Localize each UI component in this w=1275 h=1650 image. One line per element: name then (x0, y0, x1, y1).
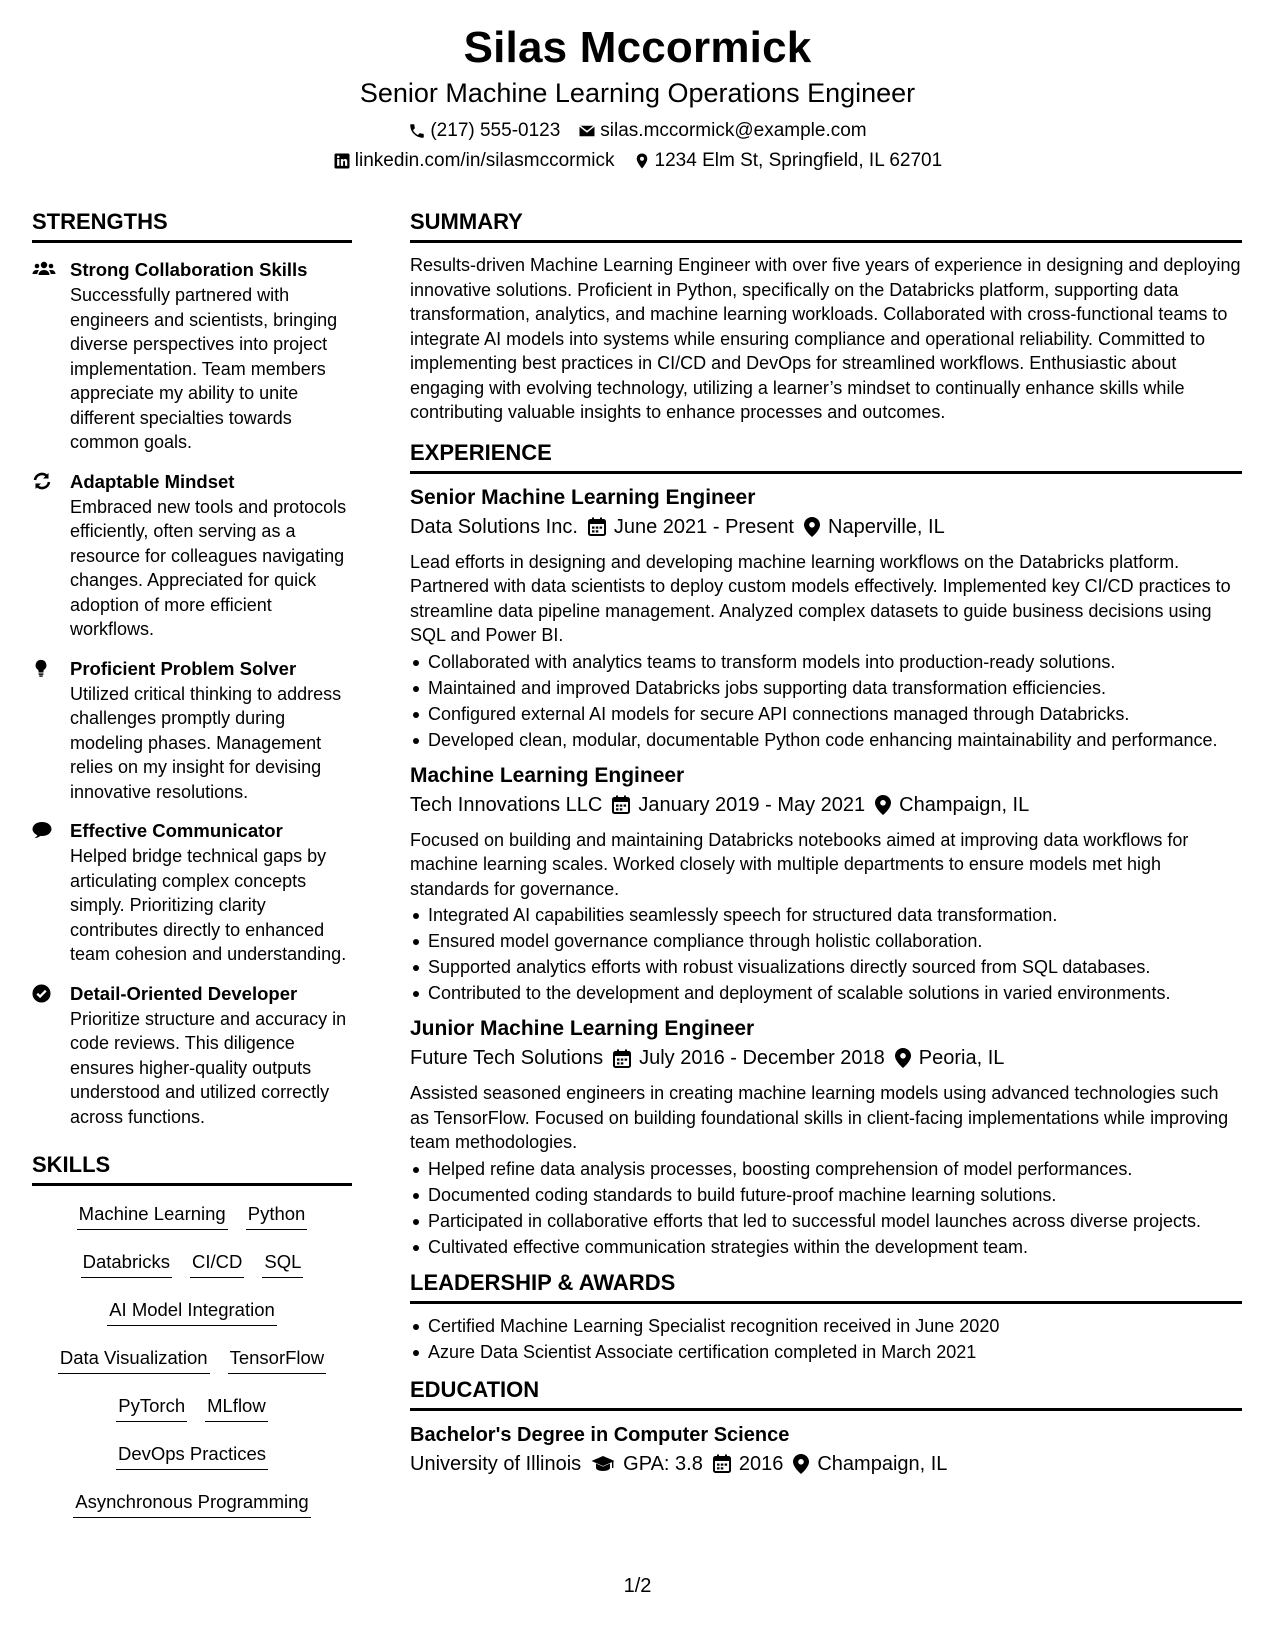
map-pin-icon (875, 795, 891, 815)
linkedin-contact[interactable] (333, 148, 615, 174)
skills-row (32, 1394, 352, 1422)
bullet-item: Helped refine data analysis processes, boosting comprehension of model performances. (410, 1157, 1242, 1181)
strength-desc: Prioritize structure and accuracy in code reviews. This diligence ensures higher-quality outputs understood and utilized correctly across functions. (70, 1008, 347, 1127)
strength-item (32, 656, 352, 805)
bullet-item: Participated in collaborative efforts that led to successful model launches across diverse projects. (410, 1209, 1242, 1233)
phone-icon (408, 122, 426, 140)
strength-item (32, 257, 352, 455)
bullet-item: Documented coding standards to build future-proof machine learning solutions. (410, 1183, 1242, 1207)
contact-row-2 (0, 148, 1275, 174)
address-text: 1234 Elm St, Springfield, IL 62701 (654, 150, 943, 171)
job-title: Senior Machine Learning Engineer (410, 485, 756, 509)
company-name: Tech Innovations LLC (410, 793, 603, 816)
phone-text: (217) 555-0123 (430, 120, 561, 141)
summary-text: Results-driven Machine Learning Engineer with over five years of experience in designing and deploying innovative solutions. Proficient in Python, specifically on the Databricks platform, supporting data transformation, analytics, and machine learning workloads. Collaborated with cross-functional teams to integrate AI models into systems while ensuring compliance and operational reliability. Committed to implementing best practices in CI/CD and DevOps for streamlined workflows. Enthusiastic about engaging with evolving technology, utilizing a learner’s mindset to continually enhance skills while contributing valuable insights to enhance processes and outcomes. (410, 255, 1241, 422)
job-description: Lead efforts in designing and developing machine learning workflows on the Databricks platform. Partnered with data scientists to deploy custom models effectively. Implemented key CI/CD practices to streamline data pipeline management. Analyzed complex datasets to guide business decisions using SQL and Power BI. (410, 551, 1231, 645)
skill-tag: PyTorch (116, 1394, 187, 1422)
skill-tag: DevOps Practices (116, 1442, 268, 1470)
job-dates: January 2019 - May 2021 (638, 793, 866, 816)
strengths-heading: STRENGTHS (32, 208, 352, 243)
job-bullets (410, 903, 1242, 1005)
map-pin-icon (793, 1454, 809, 1474)
calendar-icon (588, 517, 606, 536)
experience-heading: EXPERIENCE (410, 439, 1242, 474)
skill-tag: TensorFlow (228, 1346, 327, 1374)
strength-desc: Embraced new tools and protocols efficiently, often serving as a resource for colleagues navigating changes. Appreciated for quick adoption of more efficient workflows. (70, 496, 347, 639)
company-name: Data Solutions Inc. (410, 515, 578, 538)
job-location: Champaign, IL (899, 793, 1030, 816)
strength-desc: Utilized critical thinking to address challenges promptly during modeling phases. Management relies on my insight for devising innovative resolutions. (70, 683, 342, 802)
skill-tag: CI/CD (190, 1250, 244, 1278)
job-description: Focused on building and maintaining Databricks notebooks aimed at improving data workflows for machine learning scales. Worked closely with multiple departments to ensure models met high standards for governance. (410, 829, 1189, 899)
bullet-item: Cultivated effective communication strategies within the development team. (410, 1235, 1242, 1259)
job-meta (410, 1043, 1242, 1073)
leadership-list (410, 1314, 1242, 1364)
skill-tag: AI Model Integration (107, 1298, 277, 1326)
summary-heading: SUMMARY (410, 208, 1242, 243)
skill-tag: MLflow (205, 1394, 268, 1422)
strength-item (32, 981, 352, 1130)
skills-list (32, 1202, 352, 1518)
school-name: University of Illinois (410, 1452, 582, 1475)
candidate-name: Silas Mccormick (463, 23, 812, 72)
skills-row (32, 1250, 352, 1278)
bullet-item: Maintained and improved Databricks jobs supporting data transformation efficiencies. (410, 676, 1242, 700)
company-name: Future Tech Solutions (410, 1047, 604, 1069)
job-meta (410, 790, 1242, 820)
skill-tag: Machine Learning (77, 1202, 228, 1230)
strength-item (32, 818, 352, 967)
skills-heading: SKILLS (32, 1151, 352, 1186)
users-icon (32, 260, 56, 278)
candidate-title: Senior Machine Learning Operations Engineer (359, 78, 916, 108)
job-entry (410, 1015, 1242, 1259)
strengths-list (32, 257, 352, 1129)
main-column (410, 208, 1242, 1479)
skill-tag: Python (246, 1202, 308, 1230)
skills-row (32, 1202, 352, 1230)
bullet-item: Configured external AI models for secure API connections managed through Databricks. (410, 702, 1242, 726)
resume-header (0, 20, 1275, 174)
graduation-cap-icon (591, 1455, 615, 1473)
strength-title: Proficient Problem Solver (70, 657, 297, 679)
job-bullets (410, 650, 1242, 752)
strength-title: Strong Collaboration Skills (70, 259, 308, 280)
calendar-icon (612, 795, 630, 814)
strength-desc: Helped bridge technical gaps by articulating complex concepts simply. Prioritizing clarity contributes directly to enhanced team cohesion and understanding. (70, 846, 347, 964)
address-contact (633, 148, 943, 174)
check-circle-icon (32, 984, 51, 1003)
education-location: Champaign, IL (817, 1452, 948, 1475)
strength-item (32, 469, 352, 642)
graduation-year: 2016 (738, 1452, 784, 1475)
skills-row (32, 1442, 352, 1470)
job-entry (410, 484, 1242, 752)
job-location: Peoria, IL (918, 1047, 1005, 1069)
skill-tag: Data Visualization (58, 1346, 210, 1374)
award-item: Certified Machine Learning Specialist recognition received in June 2020 (410, 1314, 1242, 1338)
skills-row (32, 1346, 352, 1374)
calendar-icon (613, 1049, 631, 1068)
email-contact[interactable] (578, 118, 866, 144)
speech-bubble-icon (32, 821, 52, 839)
strength-title: Effective Communicator (70, 820, 283, 841)
refresh-icon (32, 472, 52, 490)
gpa: GPA: 3.8 (623, 1452, 703, 1475)
map-pin-icon (804, 517, 820, 537)
bullet-item: Supported analytics efforts with robust visualizations directly sourced from SQL databases. (410, 955, 1242, 979)
education-meta (410, 1449, 1242, 1479)
skills-row (32, 1490, 352, 1518)
calendar-icon (713, 1454, 731, 1473)
strength-title: Adaptable Mindset (70, 470, 235, 492)
sidebar (32, 208, 352, 1538)
leadership-heading: LEADERSHIP & AWARDS (410, 1269, 1242, 1304)
bullet-item: Developed clean, modular, documentable Python code enhancing maintainability and performance. (410, 728, 1242, 752)
education-heading: EDUCATION (410, 1376, 1242, 1411)
skill-tag: Asynchronous Programming (73, 1490, 310, 1518)
map-pin-icon (895, 1048, 911, 1068)
job-entry (410, 762, 1242, 1006)
phone-contact (408, 118, 560, 144)
strength-desc: Successfully partnered with engineers and scientists, bringing diverse perspectives into project implementation. Team members appreciate my ability to unite different specialties towards common goals. (70, 285, 338, 452)
bullet-item: Collaborated with analytics teams to transform models into production-ready solutions. (410, 650, 1242, 674)
bullet-item: Integrated AI capabilities seamlessly speech for structured data transformation. (410, 903, 1242, 927)
job-dates: July 2016 - December 2018 (639, 1047, 885, 1069)
job-location: Naperville, IL (828, 515, 945, 538)
skill-tag: SQL (262, 1250, 303, 1278)
job-bullets (410, 1157, 1242, 1259)
strength-title: Detail-Oriented Developer (70, 982, 298, 1004)
award-item: Azure Data Scientist Associate certification completed in March 2021 (410, 1340, 1242, 1364)
skills-row (32, 1298, 352, 1326)
skill-tag: Databricks (81, 1250, 172, 1278)
job-title: Junior Machine Learning Engineer (410, 1017, 755, 1040)
envelope-icon (578, 122, 596, 140)
email-text[interactable]: silas.mccormick@example.com (600, 120, 867, 141)
bullet-item: Ensured model governance compliance through holistic collaboration. (410, 929, 1242, 953)
contact-row-1 (0, 118, 1275, 144)
job-dates: June 2021 - Present (613, 515, 794, 538)
job-meta (410, 512, 1242, 542)
job-description: Assisted seasoned engineers in creating machine learning models using advanced technologies such as TensorFlow. Focused on building foundational skills in client-facing implementations while improving team methodologies. (410, 1083, 1229, 1152)
map-pin-icon (633, 152, 651, 170)
degree-title: Bachelor's Degree in Computer Science (410, 1423, 790, 1446)
lightbulb-icon (32, 659, 50, 677)
bullet-item: Contributed to the development and deployment of scalable solutions in varied environments. (410, 981, 1242, 1005)
page-number: 1/2 (623, 1575, 652, 1597)
linkedin-icon (333, 152, 351, 170)
job-title: Machine Learning Engineer (410, 763, 685, 787)
linkedin-text[interactable]: linkedin.com/in/silasmccormick (354, 150, 615, 171)
